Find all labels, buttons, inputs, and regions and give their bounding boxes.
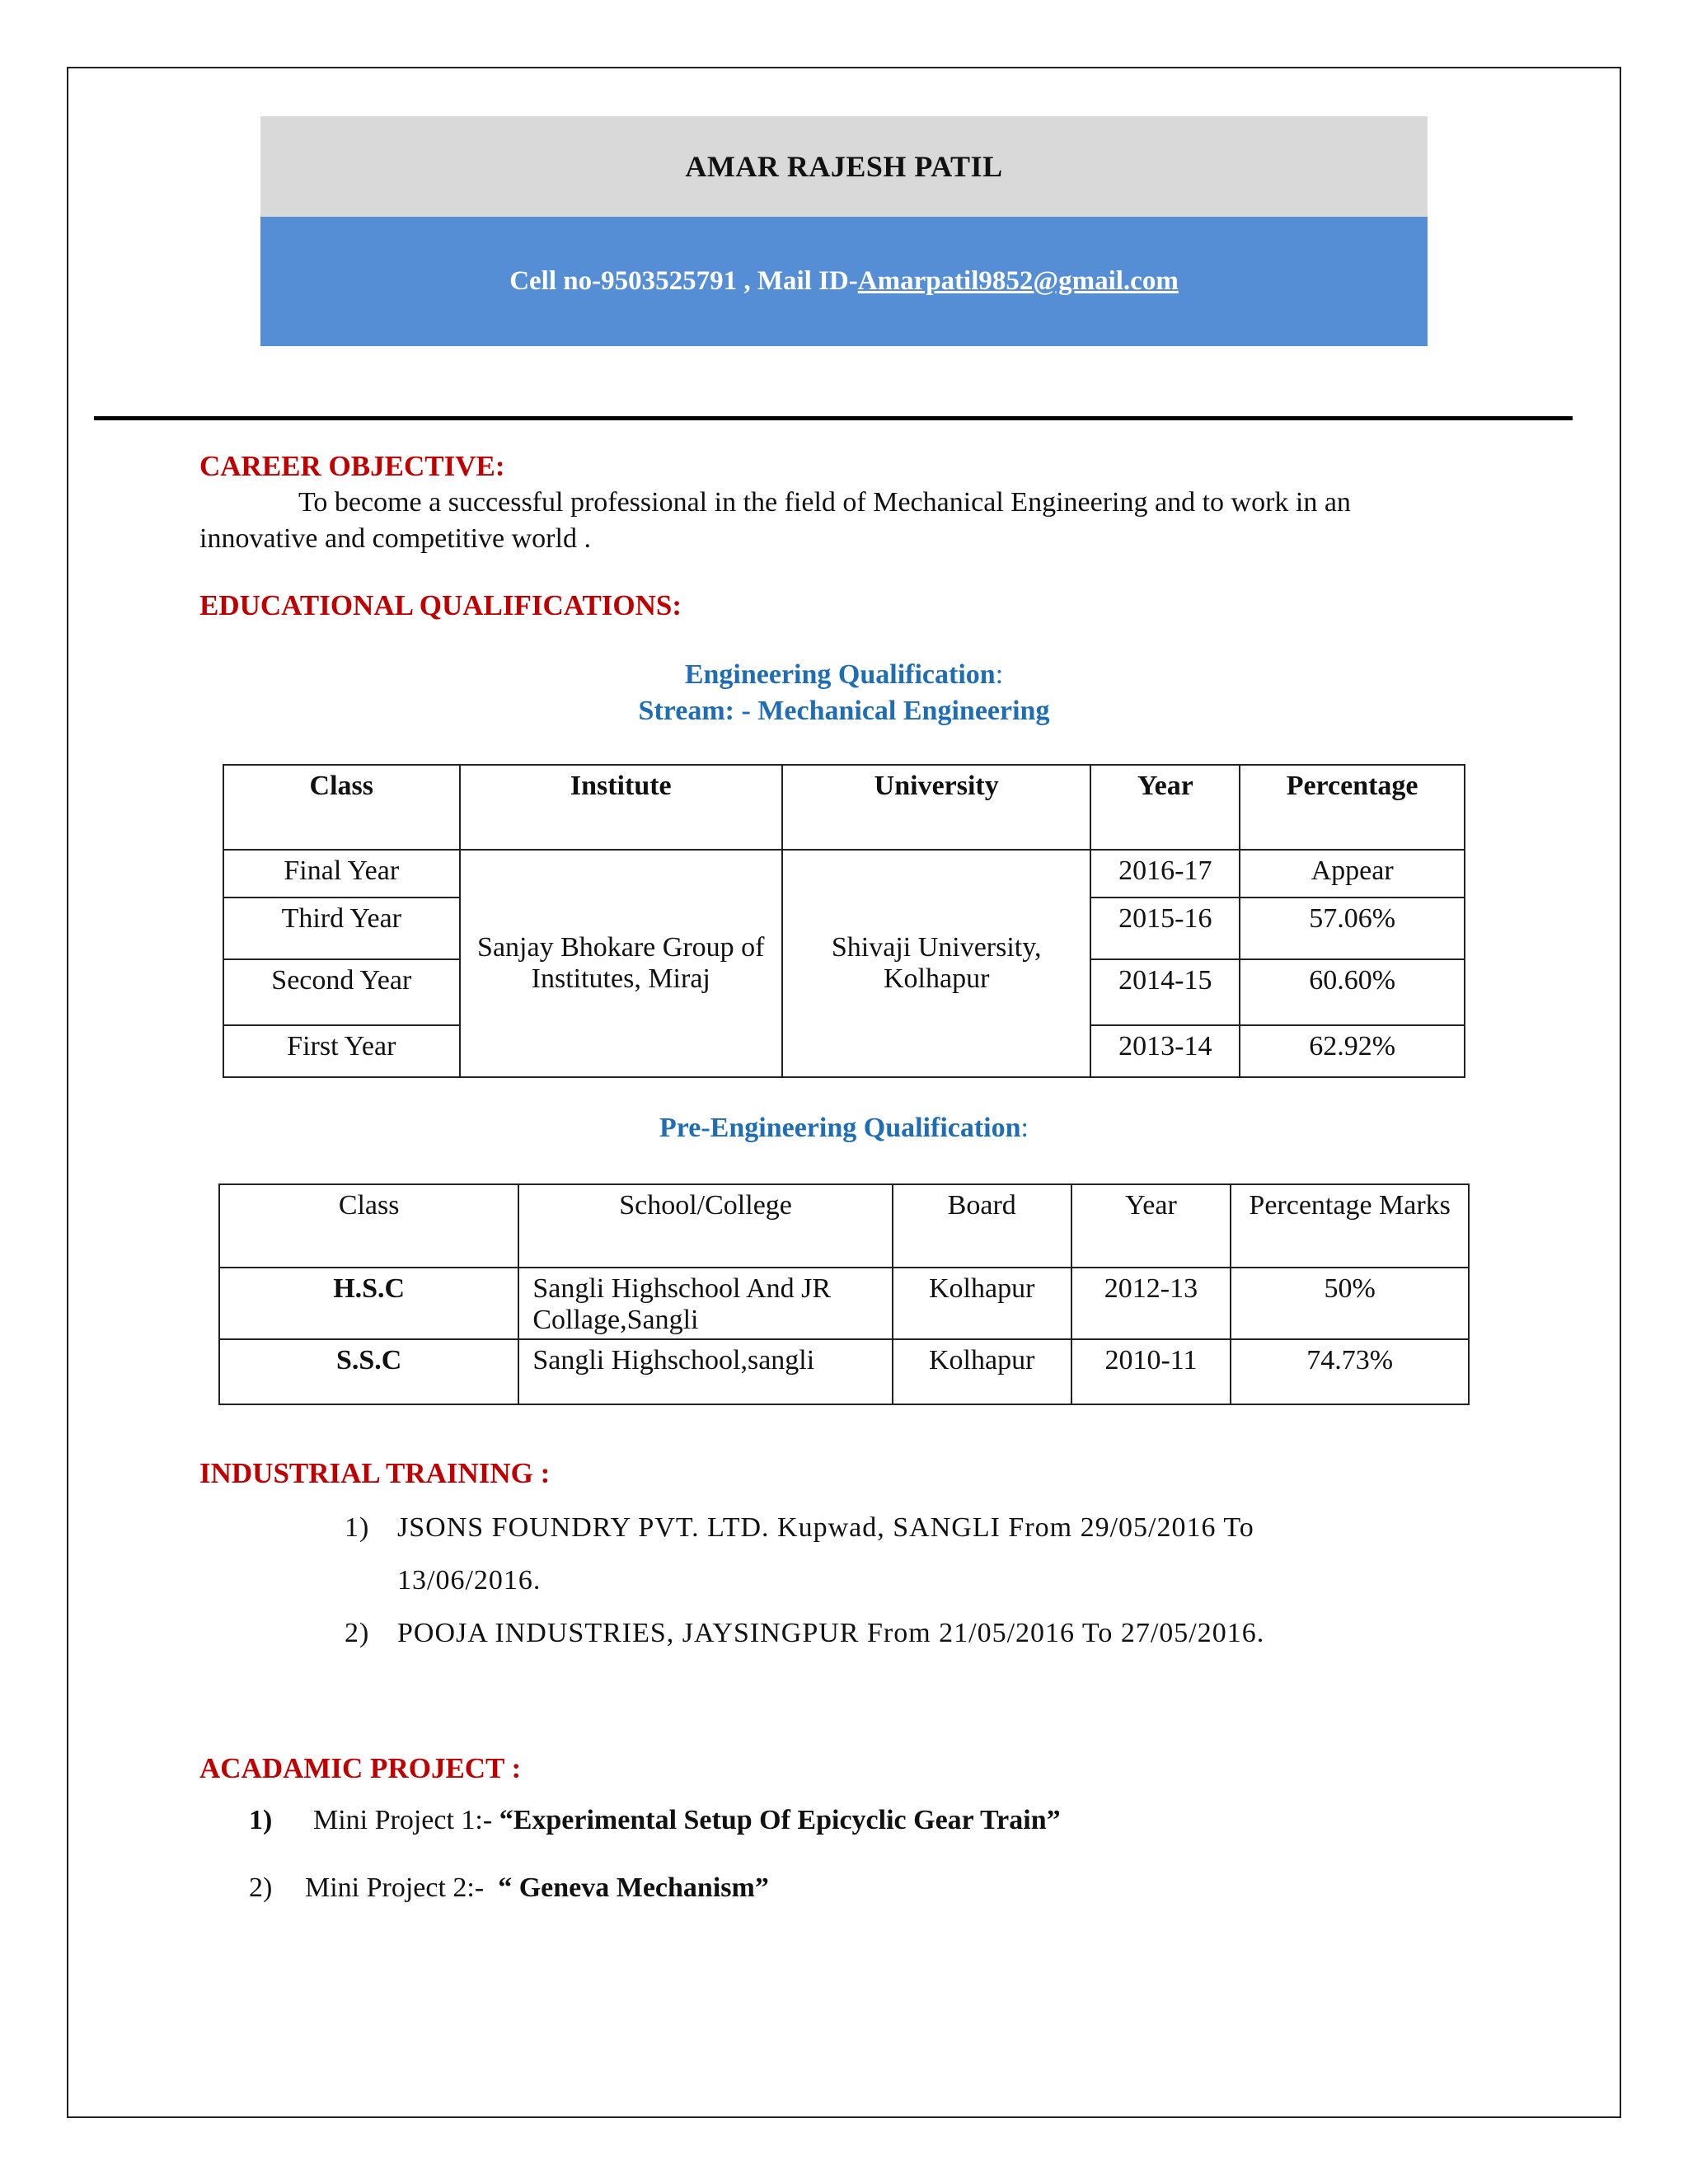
class-cell: Third Year [223,898,460,959]
pre-engineering-table [218,1183,1470,1405]
year-cell: 2010-11 [1071,1339,1231,1404]
header-divider [94,416,1573,420]
education-heading: EDUCATIONAL QUALIFICATIONS: [199,589,682,621]
table-row [219,1339,1469,1404]
year-cell: 2012-13 [1071,1268,1231,1339]
training-list [345,1502,1264,1660]
resume-header [260,116,1428,346]
career-objective-text: To become a successful professional in the field of Mechanical Engineering and to work in an innovative and competitive world . [199,487,1351,554]
col-header: Year [1071,1184,1231,1268]
contact-prefix: Cell no-9503525791 , Mail ID- [509,266,858,296]
year-cell: 2016-17 [1090,850,1240,898]
training-heading: INDUSTRIAL TRAINING : [199,1457,551,1489]
table-row [219,1268,1469,1339]
project-item [249,1805,1061,1836]
year-cell: 2013-14 [1090,1025,1240,1077]
class-cell: S.S.C [219,1339,518,1404]
table-header-row [223,765,1465,850]
col-header: University [782,765,1090,850]
training-line: 13/06/2016. [397,1565,542,1596]
col-header: Board [893,1184,1071,1268]
project-title: “ Geneva Mechanism” [498,1872,769,1903]
percentage-cell: 74.73% [1231,1339,1469,1404]
list-item [345,1607,1264,1660]
col-header: Percentage [1240,765,1465,850]
project-title: “Experimental Setup Of Epicyclic Gear Train” [499,1805,1061,1835]
project-label: Mini Project 1:- [313,1805,493,1835]
email-link[interactable]: Amarpatil9852@gmail.com [857,266,1179,296]
career-objective-heading: CAREER OBJECTIVE: [199,450,505,482]
university-cell: Shivaji University, Kolhapur [782,850,1090,1077]
contact-line [260,217,1428,346]
project-item [249,1872,769,1904]
year-cell: 2014-15 [1090,959,1240,1025]
percentage-cell: Appear [1240,850,1465,898]
list-item [345,1502,1264,1607]
project-label: Mini Project 2:- [305,1872,485,1903]
training-line: JSONS FOUNDRY PVT. LTD. Kupwad, SANGLI From 29/05/2016 To [397,1512,1254,1543]
school-cell: Sangli Highschool,sangli [518,1339,893,1404]
class-cell: H.S.C [219,1268,518,1339]
class-cell: First Year [223,1025,460,1077]
class-cell: Second Year [223,959,460,1025]
engineering-qualification-title: Engineering Qualification: [684,659,1004,690]
list-number: 2) [249,1872,273,1903]
engineering-table [223,764,1465,1078]
col-header: School/College [518,1184,893,1268]
institute-cell: Sanjay Bhokare Group of Institutes, Miraj [460,850,782,1077]
col-header: Class [223,765,460,850]
training-line: POOJA INDUSTRIES, JAYSINGPUR From 21/05/2016 To 27/05/2016. [397,1618,1265,1648]
list-number: 1) [249,1805,273,1835]
candidate-name: AMAR RAJESH PATIL [260,116,1428,217]
school-cell: Sangli Highschool And JR Collage,Sangli [518,1268,893,1339]
col-header: Percentage Marks [1231,1184,1469,1268]
list-number: 1) [345,1512,370,1543]
class-cell: Final Year [223,850,460,898]
percentage-cell: 62.92% [1240,1025,1465,1077]
year-cell: 2015-16 [1090,898,1240,959]
percentage-cell: 57.06% [1240,898,1465,959]
board-cell: Kolhapur [893,1268,1071,1339]
percentage-cell: 60.60% [1240,959,1465,1025]
percentage-cell: 50% [1231,1268,1469,1339]
col-header: Class [219,1184,518,1268]
list-number: 2) [345,1618,370,1648]
table-header-row [219,1184,1469,1268]
col-header: Institute [460,765,782,850]
col-header: Year [1090,765,1240,850]
table-row [223,850,1465,898]
projects-heading: ACADAMIC PROJECT : [199,1752,522,1784]
pre-engineering-title: Pre-Engineering Qualification: [659,1113,1029,1143]
board-cell: Kolhapur [893,1339,1071,1404]
engineering-stream: Stream: - Mechanical Engineering [638,696,1050,726]
